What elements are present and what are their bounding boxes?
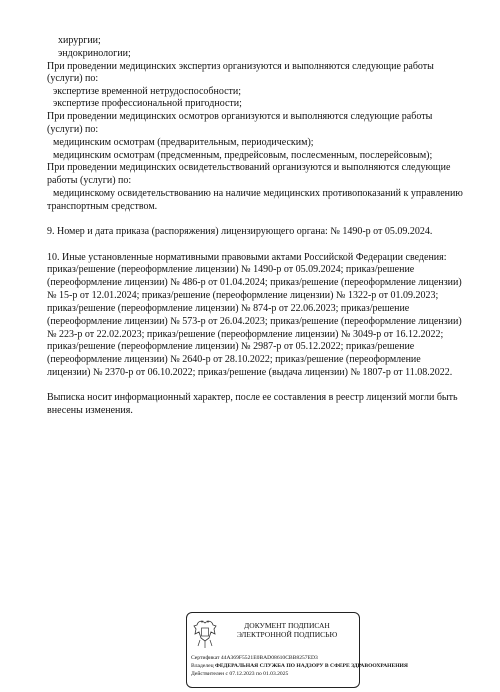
section-10-line: приказ/решение (переоформление лицензии) № 874-р от 22.06.2023; приказ/решение bbox=[47, 303, 410, 314]
text-line-examination-heading: При проведении медицинских освидетельствований организуются и выполняются следующие bbox=[47, 162, 451, 173]
section-10-heading: 10. Иные установленные нормативными правовыми актами Российской Федерации сведения: bbox=[47, 252, 447, 263]
text-line-checkups-heading: При проведении медицинских осмотров организуются и выполняются следующие работы bbox=[47, 111, 433, 122]
stamp-title-line-1: ДОКУМЕНТ ПОДПИСАН bbox=[244, 621, 330, 630]
text-line-expertise-1: экспертизе временной нетрудоспособности; bbox=[53, 86, 242, 97]
text-line-examination-1-cont: транспортным средством. bbox=[47, 201, 158, 212]
text-line-examination-heading-cont: работы (услуги) по: bbox=[47, 175, 132, 186]
coat-of-arms-icon bbox=[192, 619, 218, 651]
text-line-checkups-2: медицинским осмотрам (предсменным, предрейсовым, послесменным, послерейсовым); bbox=[53, 150, 433, 161]
text-line-expertise-heading: При проведении медицинских экспертиз организуются и выполняются следующие работы bbox=[47, 61, 434, 72]
disclaimer-line-cont: внесены изменения. bbox=[47, 405, 133, 416]
text-line-expertise-2: экспертизе профессиональной пригодности; bbox=[53, 98, 242, 109]
text-line-endocrinology: эндокринологии; bbox=[58, 48, 131, 59]
text-line-surgery: хирургии; bbox=[58, 35, 101, 46]
stamp-owner-row bbox=[191, 663, 408, 670]
stamp-validity: Действителен с 07.12.2023 по 01.03.2025 bbox=[191, 671, 289, 677]
text-line-checkups-1: медицинским осмотрам (предварительным, периодическим); bbox=[53, 137, 314, 148]
section-10-line: (переоформление лицензии) № 486-р от 01.04.2024; приказ/решение (переоформление лицензии) bbox=[47, 277, 462, 288]
section-10-line: приказ/решение (переоформление лицензии) № 2987-р от 05.12.2022; приказ/решение bbox=[47, 341, 415, 352]
section-9-order: 9. Номер и дата приказа (распоряжения) лицензирующего органа: № 1490-р от 05.09.2024. bbox=[47, 226, 433, 237]
section-10-line: № 15-р от 12.01.2024; приказ/решение (переоформление лицензии) № 1322-р от 01.09.2023; bbox=[47, 290, 439, 301]
stamp-title-line-2: ЭЛЕКТРОННОЙ ПОДПИСЬЮ bbox=[236, 630, 338, 639]
disclaimer-line: Выписка носит информационный характер, после ее составления в реестр лицензий могли быть bbox=[47, 392, 458, 403]
section-10-line: (переоформление лицензии) № 573-р от 26.04.2023; приказ/решение (переоформление лицензии) bbox=[47, 316, 462, 327]
section-10-line: (переоформление лицензии) № 2640-р от 28.10.2022; приказ/решение (переоформление bbox=[47, 354, 421, 365]
section-10-line: лицензии) № 2370-р от 06.10.2022; приказ/решение (выдача лицензии) № 1807-р от 11.08.2022. bbox=[47, 367, 453, 378]
stamp-owner-prefix: Владелец bbox=[191, 663, 214, 669]
stamp-certificate: Сертификат 44A369F5521E0BAD08610CBB8257ED3 bbox=[191, 655, 318, 661]
text-line-expertise-heading-cont: (услуги) по: bbox=[47, 73, 99, 84]
stamp-owner: ФЕДЕРАЛЬНАЯ СЛУЖБА ПО НАДЗОРУ В СФЕРЕ ЗДРАВООХРАНЕНИЯ bbox=[215, 663, 408, 669]
electronic-signature-stamp bbox=[186, 612, 408, 688]
section-10-line: № 223-р от 22.02.2023; приказ/решение (переоформление лицензии) № 3049-р от 16.12.2022; bbox=[47, 329, 444, 340]
text-line-checkups-heading-cont: (услуги) по: bbox=[47, 124, 99, 135]
text-line-examination-1: медицинскому освидетельствованию на наличие медицинских противопоказаний к управлению bbox=[53, 188, 463, 199]
section-10-line: приказ/решение (переоформление лицензии) № 1490-р от 05.09.2024; приказ/решение bbox=[47, 264, 415, 275]
